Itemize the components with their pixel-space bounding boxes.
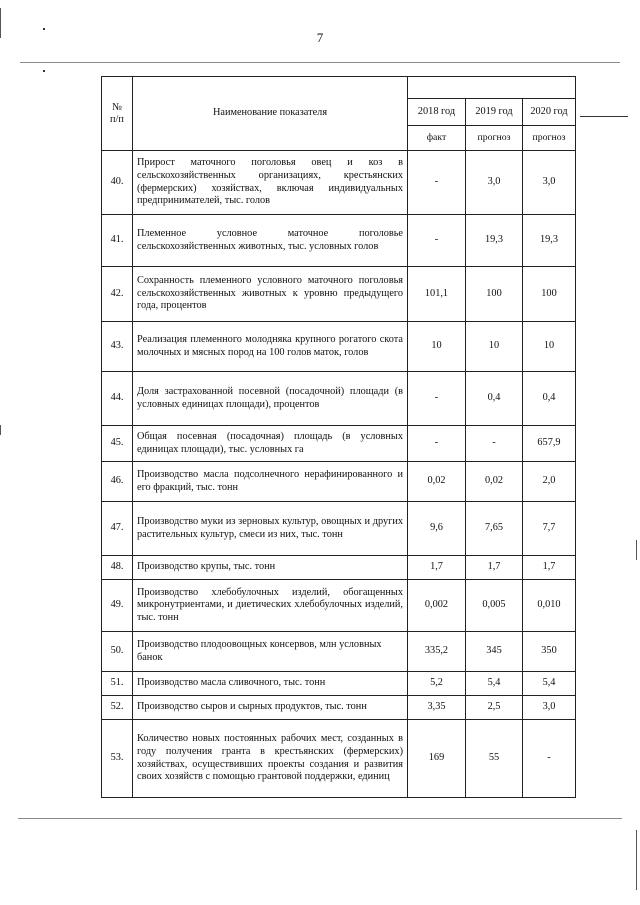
row-value-2018: 101,1	[408, 267, 466, 322]
header-kind-2020: прогноз	[523, 126, 576, 151]
row-value-2020: 5,4	[523, 672, 576, 696]
scan-mark	[43, 70, 45, 72]
row-indicator-name: Производство крупы, тыс. тонн	[133, 556, 408, 580]
scan-mark-right	[580, 116, 628, 117]
header-kind-2018: факт	[408, 126, 466, 151]
row-indicator-name: Производство масла подсолнечного нерафинированного и его фракций, тыс. тонн	[133, 462, 408, 502]
table-row	[102, 556, 576, 580]
row-value-2018: 169	[408, 720, 466, 798]
row-number: 52.	[102, 696, 133, 720]
row-value-2020: 7,7	[523, 502, 576, 556]
row-value-2020: 19,3	[523, 215, 576, 267]
row-number: 48.	[102, 556, 133, 580]
header-num	[102, 77, 133, 151]
row-value-2020: 0,010	[523, 580, 576, 632]
row-value-2020: 0,4	[523, 372, 576, 426]
page-number: 7	[316, 30, 324, 45]
header-year-2020: 2020 год	[523, 99, 576, 126]
row-indicator-name: Производство муки из зерновых культур, овощных и других растительных культур, смеси из них, тыс. тонн	[133, 502, 408, 556]
table-row	[102, 426, 576, 462]
row-value-2020: 10	[523, 322, 576, 372]
row-indicator-name: Доля застрахованной посевной (посадочной) площади (в условных единицах площади), процентов	[133, 372, 408, 426]
row-indicator-name: Производство сыров и сырных продуктов, тыс. тонн	[133, 696, 408, 720]
row-value-2020: 350	[523, 632, 576, 672]
row-value-2019: 3,0	[466, 151, 523, 215]
row-value-2019: 0,005	[466, 580, 523, 632]
row-value-2020: 657,9	[523, 426, 576, 462]
table-row	[102, 696, 576, 720]
row-indicator-name: Количество новых постоянных рабочих мест, созданных в году получения гранта в крестьянских (фермерских) хозяйствах, осуществивших проекты создания и развития своих хозяйств с помощью грантовой поддержки, единиц	[133, 720, 408, 798]
row-value-2018: -	[408, 215, 466, 267]
row-indicator-name: Производство плодоовощных консервов, млн условных банок	[133, 632, 408, 672]
header-num-sign: №	[112, 101, 122, 113]
table-row	[102, 632, 576, 672]
row-value-2020: 100	[523, 267, 576, 322]
table-row	[102, 672, 576, 696]
row-value-2019: 0,4	[466, 372, 523, 426]
row-value-2019: 100	[466, 267, 523, 322]
header-year-2019: 2019 год	[466, 99, 523, 126]
row-value-2020: -	[523, 720, 576, 798]
row-indicator-name: Прирост маточного поголовья овец и коз в сельскохозяйственных организациях, крестьянских (фермерских) хозяйствах, включая индивидуальных предпринимателей, тыс. голов	[133, 151, 408, 215]
row-value-2018: 335,2	[408, 632, 466, 672]
header-top-blank	[408, 77, 576, 99]
header-name: Наименование показателя	[133, 77, 408, 151]
header-num-sub: п/п	[110, 113, 124, 125]
row-value-2018: 9,6	[408, 502, 466, 556]
row-value-2019: 19,3	[466, 215, 523, 267]
row-value-2019: -	[466, 426, 523, 462]
table-row	[102, 502, 576, 556]
row-value-2019: 55	[466, 720, 523, 798]
row-indicator-name: Производство хлебобулочных изделий, обогащенных микронутриентами, и диетических хлебобулочных изделий, тыс. тонн	[133, 580, 408, 632]
row-indicator-name: Племенное условное маточное поголовье сельскохозяйственных животных, тыс. условных голов	[133, 215, 408, 267]
row-number: 40.	[102, 151, 133, 215]
row-value-2018: 10	[408, 322, 466, 372]
row-value-2018: 0,002	[408, 580, 466, 632]
row-number: 42.	[102, 267, 133, 322]
row-value-2020: 1,7	[523, 556, 576, 580]
row-number: 41.	[102, 215, 133, 267]
row-number: 45.	[102, 426, 133, 462]
row-value-2018: -	[408, 151, 466, 215]
row-number: 53.	[102, 720, 133, 798]
table-row	[102, 462, 576, 502]
scan-edge-right	[636, 540, 637, 560]
row-indicator-name: Сохранность племенного условного маточного поголовья сельскохозяйственных животных к уровню предыдущего года, процентов	[133, 267, 408, 322]
row-value-2019: 10	[466, 322, 523, 372]
table-row	[102, 580, 576, 632]
row-value-2018: 5,2	[408, 672, 466, 696]
row-number: 46.	[102, 462, 133, 502]
table-row	[102, 372, 576, 426]
row-value-2020: 3,0	[523, 151, 576, 215]
scan-edge-left	[0, 425, 1, 435]
scan-edge-right	[636, 830, 637, 890]
row-number: 44.	[102, 372, 133, 426]
table-row	[102, 215, 576, 267]
row-value-2018: 1,7	[408, 556, 466, 580]
row-number: 49.	[102, 580, 133, 632]
header-kind-2019: прогноз	[466, 126, 523, 151]
row-value-2018: -	[408, 426, 466, 462]
row-value-2020: 3,0	[523, 696, 576, 720]
row-value-2018: 3,35	[408, 696, 466, 720]
row-number: 50.	[102, 632, 133, 672]
scan-rule-top	[20, 62, 620, 63]
row-value-2018: -	[408, 372, 466, 426]
row-indicator-name: Реализация племенного молодняка крупного рогатого скота молочных и мясных пород на 100 голов маток, голов	[133, 322, 408, 372]
row-indicator-name: Общая посевная (посадочная) площадь (в условных единицах площади), тыс. условных га	[133, 426, 408, 462]
table-row	[102, 720, 576, 798]
row-value-2019: 345	[466, 632, 523, 672]
row-number: 47.	[102, 502, 133, 556]
row-value-2019: 7,65	[466, 502, 523, 556]
table-row	[102, 322, 576, 372]
scan-rule-bottom	[18, 818, 622, 819]
row-number: 43.	[102, 322, 133, 372]
row-value-2019: 0,02	[466, 462, 523, 502]
row-value-2020: 2,0	[523, 462, 576, 502]
row-value-2019: 2,5	[466, 696, 523, 720]
table-row	[102, 151, 576, 215]
header-year-2018: 2018 год	[408, 99, 466, 126]
row-value-2018: 0,02	[408, 462, 466, 502]
row-number: 51.	[102, 672, 133, 696]
table-row	[102, 267, 576, 322]
indicators-table	[101, 76, 576, 798]
row-value-2019: 1,7	[466, 556, 523, 580]
row-value-2019: 5,4	[466, 672, 523, 696]
row-indicator-name: Производство масла сливочного, тыс. тонн	[133, 672, 408, 696]
